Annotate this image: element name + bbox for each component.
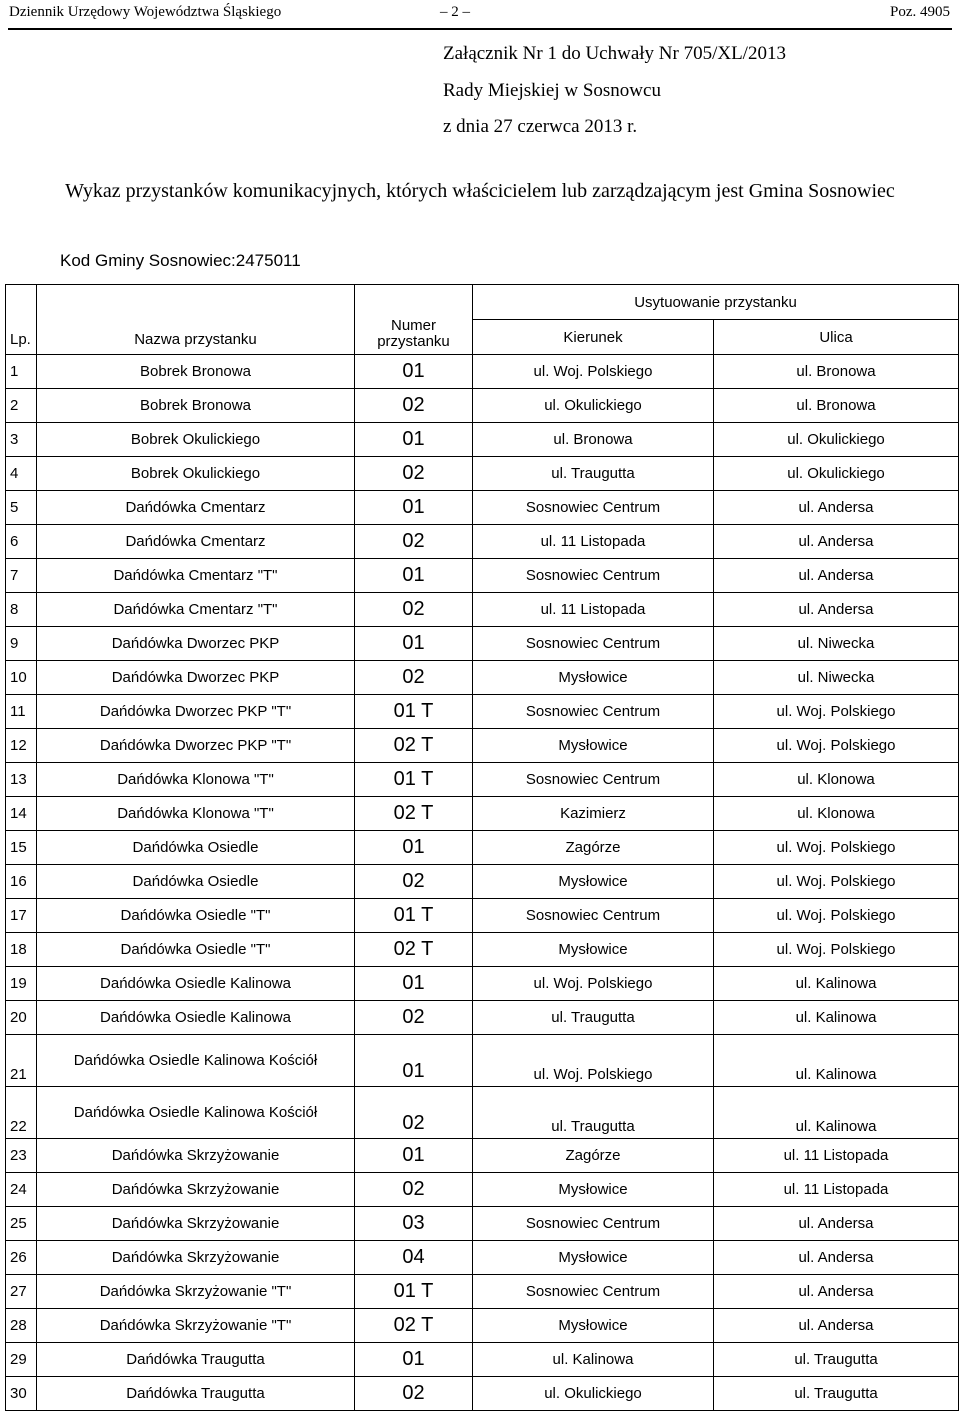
row-street: ul. Andersa <box>714 1241 959 1275</box>
row-street: ul. Kalinowa <box>714 967 959 1001</box>
table-row <box>6 1207 959 1241</box>
annex-line-1: Załącznik Nr 1 do Uchwały Nr 705/XL/2013 <box>443 43 786 64</box>
row-lp: 9 <box>6 627 37 661</box>
row-stop-name: Dańdówka Cmentarz <box>37 525 355 559</box>
row-stop-name: Dańdówka Osiedle <box>37 865 355 899</box>
row-direction: Sosnowiec Centrum <box>473 763 714 797</box>
row-stop-name: Dańdówka Cmentarz <box>37 491 355 525</box>
row-stop-number: 02 <box>355 525 473 559</box>
table-row <box>6 661 959 695</box>
table-row <box>6 1275 959 1309</box>
row-lp: 14 <box>6 797 37 831</box>
row-direction: Sosnowiec Centrum <box>473 1275 714 1309</box>
row-stop-name: Dańdówka Skrzyżowanie "T" <box>37 1275 355 1309</box>
row-lp: 21 <box>6 1035 37 1087</box>
row-stop-name: Dańdówka Cmentarz "T" <box>37 593 355 627</box>
row-stop-number: 02 <box>355 1173 473 1207</box>
col-number-header: Numer przystanku <box>355 285 473 355</box>
row-stop-number: 01 T <box>355 763 473 797</box>
position-number: Poz. 4905 <box>890 4 950 20</box>
row-lp: 1 <box>6 355 37 389</box>
row-lp: 12 <box>6 729 37 763</box>
table-row <box>6 1377 959 1411</box>
row-stop-number: 02 <box>355 457 473 491</box>
row-lp: 8 <box>6 593 37 627</box>
row-lp: 27 <box>6 1275 37 1309</box>
col-location-header: Usytuowanie przystanku <box>473 285 959 320</box>
row-lp: 30 <box>6 1377 37 1411</box>
row-direction: ul. Okulickiego <box>473 389 714 423</box>
row-direction: ul. Kalinowa <box>473 1343 714 1377</box>
row-stop-number: 01 <box>355 423 473 457</box>
row-lp: 15 <box>6 831 37 865</box>
row-direction: ul. Woj. Polskiego <box>473 355 714 389</box>
row-stop-name: Bobrek Bronowa <box>37 389 355 423</box>
journal-title: Dziennik Urzędowy Województwa Śląskiego <box>9 4 282 20</box>
table-row <box>6 1173 959 1207</box>
row-stop-number: 01 <box>355 1035 473 1087</box>
table-row <box>6 423 959 457</box>
row-lp: 7 <box>6 559 37 593</box>
table-row <box>6 1001 959 1035</box>
row-stop-number: 02 <box>355 1377 473 1411</box>
row-direction: ul. Woj. Polskiego <box>473 1035 714 1087</box>
row-stop-name: Dańdówka Osiedle Kalinowa Kościół <box>37 1035 355 1087</box>
row-stop-number: 01 T <box>355 1275 473 1309</box>
row-direction: ul. 11 Listopada <box>473 525 714 559</box>
row-street: ul. Woj. Polskiego <box>714 695 959 729</box>
table-row <box>6 1343 959 1377</box>
table-row <box>6 593 959 627</box>
row-lp: 11 <box>6 695 37 729</box>
table-body <box>6 355 959 1411</box>
row-street: ul. Bronowa <box>714 355 959 389</box>
table-row <box>6 865 959 899</box>
row-street: ul. Woj. Polskiego <box>714 933 959 967</box>
row-direction: Mysłowice <box>473 1173 714 1207</box>
table-row <box>6 1087 959 1139</box>
row-street: ul. Woj. Polskiego <box>714 899 959 933</box>
row-stop-number: 02 T <box>355 933 473 967</box>
row-lp: 22 <box>6 1087 37 1139</box>
row-stop-name: Dańdówka Dworzec PKP <box>37 661 355 695</box>
row-stop-number: 02 <box>355 865 473 899</box>
row-street: ul. Traugutta <box>714 1343 959 1377</box>
row-lp: 16 <box>6 865 37 899</box>
row-lp: 10 <box>6 661 37 695</box>
row-street: ul. Niwecka <box>714 627 959 661</box>
row-direction: ul. Woj. Polskiego <box>473 967 714 1001</box>
row-direction: Mysłowice <box>473 661 714 695</box>
row-stop-name: Dańdówka Skrzyżowanie <box>37 1241 355 1275</box>
table-row <box>6 933 959 967</box>
row-stop-name: Dańdówka Osiedle Kalinowa <box>37 1001 355 1035</box>
table-row <box>6 457 959 491</box>
table-row <box>6 1309 959 1343</box>
row-stop-number: 01 <box>355 491 473 525</box>
row-stop-number: 01 T <box>355 899 473 933</box>
row-lp: 23 <box>6 1139 37 1173</box>
row-street: ul. Okulickiego <box>714 457 959 491</box>
row-stop-name: Dańdówka Osiedle "T" <box>37 933 355 967</box>
row-stop-name: Dańdówka Klonowa "T" <box>37 797 355 831</box>
row-street: ul. Andersa <box>714 1275 959 1309</box>
row-street: ul. Andersa <box>714 1309 959 1343</box>
row-stop-name: Bobrek Bronowa <box>37 355 355 389</box>
row-street: ul. Bronowa <box>714 389 959 423</box>
row-stop-name: Dańdówka Skrzyżowanie "T" <box>37 1309 355 1343</box>
col-name-header: Nazwa przystanku <box>37 285 355 355</box>
col-street-header: Ulica <box>714 320 959 355</box>
row-lp: 3 <box>6 423 37 457</box>
row-lp: 28 <box>6 1309 37 1343</box>
row-lp: 17 <box>6 899 37 933</box>
row-stop-number: 01 <box>355 1343 473 1377</box>
row-street: ul. Andersa <box>714 491 959 525</box>
row-stop-name: Dańdówka Traugutta <box>37 1377 355 1411</box>
row-direction: Mysłowice <box>473 865 714 899</box>
row-direction: ul. Bronowa <box>473 423 714 457</box>
row-lp: 6 <box>6 525 37 559</box>
table-row <box>6 389 959 423</box>
row-direction: Mysłowice <box>473 1241 714 1275</box>
row-direction: Sosnowiec Centrum <box>473 627 714 661</box>
row-lp: 24 <box>6 1173 37 1207</box>
row-street: ul. Okulickiego <box>714 423 959 457</box>
document-title: Wykaz przystanków komunikacyjnych, których właścicielem lub zarządzającym jest Gmina Sosnowiec <box>65 180 895 202</box>
row-stop-name: Dańdówka Osiedle <box>37 831 355 865</box>
row-stop-name: Dańdówka Cmentarz "T" <box>37 559 355 593</box>
row-stop-number: 03 <box>355 1207 473 1241</box>
row-direction: Sosnowiec Centrum <box>473 1207 714 1241</box>
annex-line-2: Rady Miejskiej w Sosnowcu <box>443 80 661 101</box>
row-stop-name: Dańdówka Skrzyżowanie <box>37 1139 355 1173</box>
row-stop-number: 04 <box>355 1241 473 1275</box>
row-street: ul. Traugutta <box>714 1377 959 1411</box>
row-stop-name: Dańdówka Dworzec PKP "T" <box>37 695 355 729</box>
row-direction: Sosnowiec Centrum <box>473 695 714 729</box>
row-direction: Sosnowiec Centrum <box>473 559 714 593</box>
row-stop-number: 01 <box>355 355 473 389</box>
row-stop-number: 01 <box>355 1139 473 1173</box>
table-row <box>6 491 959 525</box>
table-row <box>6 1139 959 1173</box>
row-direction: ul. Traugutta <box>473 457 714 491</box>
row-stop-name: Dańdówka Traugutta <box>37 1343 355 1377</box>
row-stop-number: 02 T <box>355 729 473 763</box>
row-direction: ul. Traugutta <box>473 1087 714 1139</box>
table-row <box>6 355 959 389</box>
row-street: ul. Woj. Polskiego <box>714 865 959 899</box>
row-stop-name: Dańdówka Osiedle "T" <box>37 899 355 933</box>
row-direction: Sosnowiec Centrum <box>473 899 714 933</box>
row-stop-number: 02 <box>355 1087 473 1139</box>
row-street: ul. Klonowa <box>714 763 959 797</box>
table-row <box>6 1035 959 1087</box>
row-stop-name: Dańdówka Dworzec PKP "T" <box>37 729 355 763</box>
row-stop-name: Dańdówka Dworzec PKP <box>37 627 355 661</box>
row-street: ul. Woj. Polskiego <box>714 831 959 865</box>
row-stop-number: 02 T <box>355 1309 473 1343</box>
row-street: ul. Klonowa <box>714 797 959 831</box>
stops-table <box>5 284 959 1411</box>
table-row <box>6 763 959 797</box>
row-street: ul. Andersa <box>714 525 959 559</box>
row-stop-number: 02 <box>355 389 473 423</box>
row-direction: Sosnowiec Centrum <box>473 491 714 525</box>
row-stop-number: 02 <box>355 593 473 627</box>
row-stop-name: Bobrek Okulickiego <box>37 457 355 491</box>
row-direction: Kazimierz <box>473 797 714 831</box>
row-lp: 29 <box>6 1343 37 1377</box>
row-lp: 5 <box>6 491 37 525</box>
row-stop-number: 01 <box>355 559 473 593</box>
row-stop-number: 02 <box>355 661 473 695</box>
row-lp: 26 <box>6 1241 37 1275</box>
table-row <box>6 797 959 831</box>
table-row <box>6 729 959 763</box>
table-row <box>6 967 959 1001</box>
table-row <box>6 1241 959 1275</box>
row-stop-name: Dańdówka Osiedle Kalinowa Kościół <box>37 1087 355 1139</box>
row-stop-name: Dańdówka Osiedle Kalinowa <box>37 967 355 1001</box>
table-row <box>6 831 959 865</box>
row-street: ul. Andersa <box>714 559 959 593</box>
row-street: ul. Kalinowa <box>714 1087 959 1139</box>
row-street: ul. Kalinowa <box>714 1001 959 1035</box>
row-stop-name: Bobrek Okulickiego <box>37 423 355 457</box>
col-lp-header: Lp. <box>6 285 37 355</box>
row-lp: 13 <box>6 763 37 797</box>
row-stop-number: 02 T <box>355 797 473 831</box>
row-direction: ul. Traugutta <box>473 1001 714 1035</box>
row-street: ul. 11 Listopada <box>714 1139 959 1173</box>
row-lp: 4 <box>6 457 37 491</box>
table-row <box>6 627 959 661</box>
row-direction: ul. Okulickiego <box>473 1377 714 1411</box>
row-direction: Mysłowice <box>473 1309 714 1343</box>
row-direction: ul. 11 Listopada <box>473 593 714 627</box>
row-stop-name: Dańdówka Klonowa "T" <box>37 763 355 797</box>
table-row <box>6 899 959 933</box>
row-street: ul. Woj. Polskiego <box>714 729 959 763</box>
row-direction: Zagórze <box>473 831 714 865</box>
row-direction: Mysłowice <box>473 933 714 967</box>
row-stop-number: 01 <box>355 627 473 661</box>
row-stop-number: 01 <box>355 967 473 1001</box>
page-header <box>0 0 960 30</box>
row-stop-number: 01 T <box>355 695 473 729</box>
row-stop-name: Dańdówka Skrzyżowanie <box>37 1173 355 1207</box>
col-direction-header: Kierunek <box>473 320 714 355</box>
row-street: ul. Niwecka <box>714 661 959 695</box>
row-lp: 18 <box>6 933 37 967</box>
table-row <box>6 525 959 559</box>
row-stop-number: 01 <box>355 831 473 865</box>
municipality-code: Kod Gminy Sosnowiec:2475011 <box>60 251 301 270</box>
row-street: ul. Andersa <box>714 593 959 627</box>
row-street: ul. Andersa <box>714 1207 959 1241</box>
header-rule <box>8 28 952 30</box>
row-stop-number: 02 <box>355 1001 473 1035</box>
row-lp: 19 <box>6 967 37 1001</box>
table-row <box>6 559 959 593</box>
annex-line-3: z dnia 27 czerwca 2013 r. <box>443 116 638 137</box>
row-lp: 20 <box>6 1001 37 1035</box>
row-street: ul. Kalinowa <box>714 1035 959 1087</box>
page-number: – 2 – <box>440 4 470 20</box>
table-row <box>6 695 959 729</box>
row-direction: Mysłowice <box>473 729 714 763</box>
row-lp: 2 <box>6 389 37 423</box>
row-lp: 25 <box>6 1207 37 1241</box>
row-street: ul. 11 Listopada <box>714 1173 959 1207</box>
row-direction: Zagórze <box>473 1139 714 1173</box>
row-stop-name: Dańdówka Skrzyżowanie <box>37 1207 355 1241</box>
